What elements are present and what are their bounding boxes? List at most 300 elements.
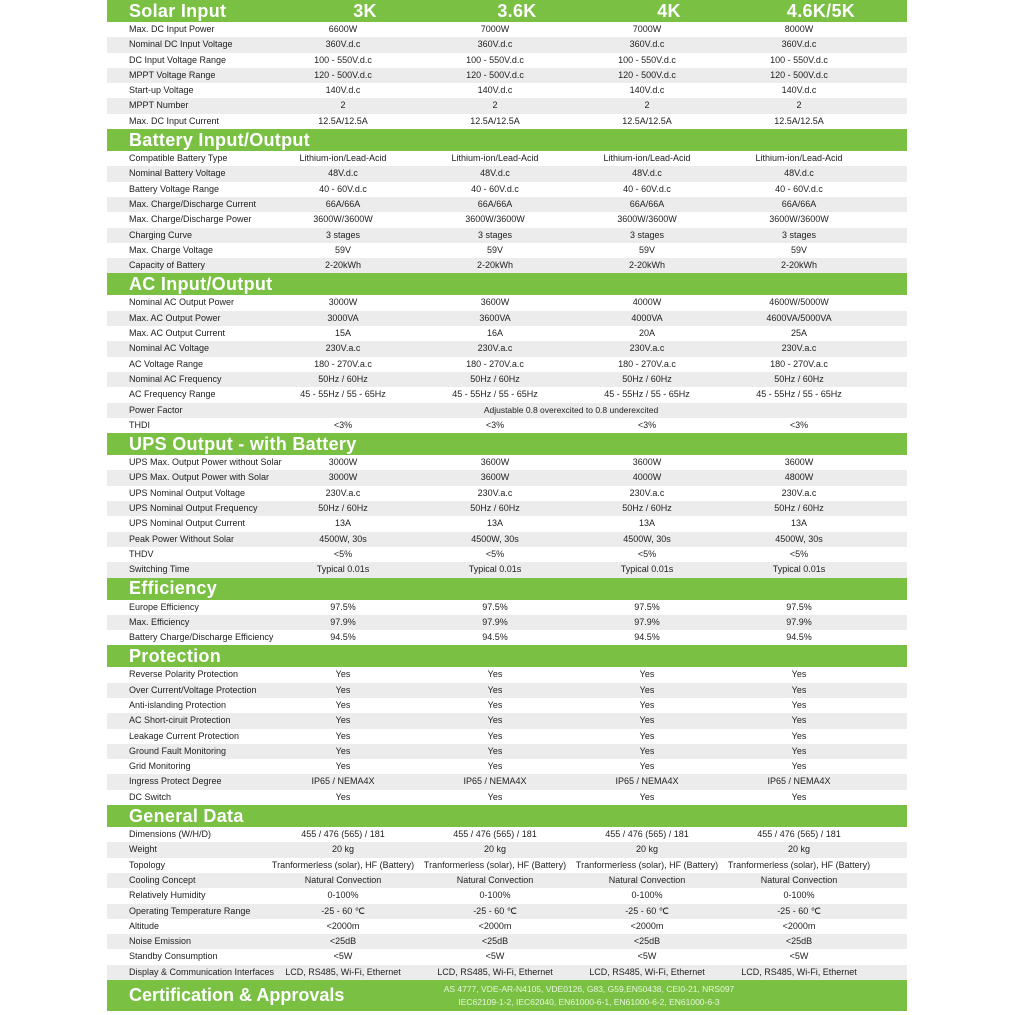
spec-value: 120 - 500V.d.c [466, 69, 524, 80]
spec-row [107, 683, 907, 698]
spec-label-text: Dimensions (W/H/D) [129, 829, 212, 840]
spec-label-text: Battery Voltage Range [129, 183, 220, 194]
spec-row [107, 258, 907, 273]
spec-value: 59V [790, 244, 807, 255]
spec-label [107, 403, 267, 418]
spec-value: 15A [334, 328, 351, 339]
section-title: AC Input/Output [129, 273, 273, 294]
spec-value: 50Hz / 60Hz [318, 373, 368, 384]
spec-value: Yes [487, 791, 503, 802]
spec-label-text: AC Voltage Range [129, 358, 204, 369]
spec-label-text: Reverse Polarity Protection [129, 669, 239, 680]
spec-value: 180 - 270V.a.c [466, 358, 524, 369]
section-header [107, 645, 907, 667]
spec-value: Yes [335, 684, 351, 695]
spec-label-text: Standby Consumption [129, 951, 218, 962]
spec-row [107, 182, 907, 197]
spec-value: Natural Convection [304, 874, 382, 885]
spec-row [107, 888, 907, 903]
spec-value: 13A [638, 518, 655, 529]
spec-value: Yes [335, 745, 351, 756]
spec-label-text: AC Frequency Range [129, 389, 216, 400]
spec-label [107, 341, 267, 356]
section-header [107, 129, 907, 151]
spec-label [107, 729, 267, 744]
spec-value: 3600VA [479, 312, 511, 323]
spec-label [107, 311, 267, 326]
spec-value: Typical 0.01s [772, 564, 826, 575]
spec-value: 48V.d.c [328, 168, 358, 179]
spec-value: <5% [333, 548, 353, 559]
spec-value: <2000m [782, 920, 816, 931]
spec-value: 40 - 60V.d.c [623, 183, 671, 194]
spec-value: Yes [335, 699, 351, 710]
spec-row [107, 151, 907, 166]
spec-label-text: Anti-islanding Protection [129, 699, 227, 710]
spec-value: 50Hz / 60Hz [318, 503, 368, 514]
spec-value: 180 - 270V.a.c [770, 358, 828, 369]
spec-value: 4600VA/5000VA [766, 312, 832, 323]
spec-value: 94.5% [330, 632, 356, 643]
spec-value: <2000m [326, 920, 360, 931]
spec-label-text: Relatively Humidity [129, 890, 206, 901]
spec-section [107, 433, 907, 577]
spec-value: Yes [791, 715, 807, 726]
spec-label [107, 197, 267, 212]
spec-label-text: Nominal AC Frequency [129, 373, 222, 384]
spec-value: 230V.a.c [629, 487, 665, 498]
spec-value: 3000W [328, 297, 358, 308]
spec-row [107, 562, 907, 577]
spec-value: 3600W [480, 457, 510, 468]
spec-value: 16A [486, 328, 503, 339]
spec-label [107, 744, 267, 759]
spec-value: Yes [791, 791, 807, 802]
model-heading: 3.6K [497, 0, 537, 21]
spec-value: 59V [334, 244, 351, 255]
spec-label-text: Nominal AC Voltage [129, 343, 210, 354]
section-rows [107, 151, 907, 273]
spec-label-text: Display & Communication Interfaces [129, 966, 275, 977]
spec-label-text: Max. Charge Voltage [129, 244, 214, 255]
spec-row [107, 98, 907, 113]
spec-label-text: THDI [129, 419, 150, 430]
spec-label-text: THDV [129, 548, 154, 559]
spec-value: 25A [790, 328, 807, 339]
spec-value: 66A/66A [477, 198, 513, 209]
spec-value: 12.5A/12.5A [470, 115, 520, 126]
spec-value: Typical 0.01s [316, 564, 370, 575]
spec-row [107, 790, 907, 805]
spec-value: 3600W/3600W [769, 214, 829, 225]
spec-value: Tranformerless (solar), HF (Battery) [271, 859, 415, 870]
spec-label-text: Nominal Battery Voltage [129, 168, 226, 179]
spec-value: 40 - 60V.d.c [319, 183, 367, 194]
spec-label-text: Noise Emission [129, 936, 192, 947]
spec-row [107, 547, 907, 562]
spec-value: 50Hz / 60Hz [774, 373, 824, 384]
spec-value: 12.5A/12.5A [774, 115, 824, 126]
spec-row [107, 68, 907, 83]
spec-value: 230V.a.c [477, 487, 513, 498]
spec-row [107, 243, 907, 258]
spec-value: 94.5% [786, 632, 812, 643]
spec-value: Natural Convection [456, 874, 534, 885]
spec-value: 120 - 500V.d.c [618, 69, 676, 80]
spec-value: 50Hz / 60Hz [774, 503, 824, 514]
model-heading: 4.6K/5K [786, 0, 856, 21]
model-heading: 4K [657, 0, 681, 21]
spec-row [107, 630, 907, 645]
spec-value: 4500W, 30s [623, 533, 671, 544]
spec-label-text: Topology [129, 859, 166, 870]
spec-label [107, 326, 267, 341]
spec-value: 4000W [632, 472, 662, 483]
spec-value: 59V [486, 244, 503, 255]
spec-value: 97.5% [786, 601, 812, 612]
spec-label [107, 713, 267, 728]
spec-row [107, 166, 907, 181]
model-heading: 3K [353, 0, 377, 21]
spec-row [107, 197, 907, 212]
spec-value: 45 - 55Hz / 55 - 65Hz [452, 389, 538, 400]
spec-value: Typical 0.01s [620, 564, 674, 575]
spec-label [107, 547, 267, 562]
spec-value: 6600W [328, 24, 358, 34]
spec-value: 0-100% [783, 890, 815, 901]
spec-value: Yes [487, 715, 503, 726]
spec-value: 97.9% [634, 616, 660, 627]
spec-value: 97.9% [482, 616, 508, 627]
spec-row [107, 759, 907, 774]
spec-label-text: UPS Nominal Output Current [129, 518, 246, 529]
spec-value: <3% [333, 419, 353, 430]
spec-value: Yes [639, 791, 655, 802]
spec-value: 45 - 55Hz / 55 - 65Hz [300, 389, 386, 400]
spec-row [107, 357, 907, 372]
spec-label-text: Capacity of Battery [129, 260, 206, 271]
spec-value: Yes [639, 684, 655, 695]
spec-value: 66A/66A [629, 198, 665, 209]
spec-value: <25dB [785, 936, 813, 947]
spec-label-text: Europe Efficiency [129, 601, 199, 612]
spec-value: <5W [789, 951, 809, 962]
spec-value: LCD, RS485, Wi-Fi, Ethernet [285, 966, 401, 977]
spec-value: 20 kg [483, 844, 507, 855]
spec-value: IP65 / NEMA4X [311, 776, 375, 787]
spec-value: <3% [789, 419, 809, 430]
section-title: General Data [129, 805, 244, 826]
spec-label [107, 516, 267, 531]
spec-row [107, 729, 907, 744]
spec-row [107, 455, 907, 470]
spec-label [107, 532, 267, 547]
spec-label [107, 615, 267, 630]
spec-label-text: DC Switch [129, 791, 172, 802]
spec-label [107, 842, 267, 857]
spec-value: 94.5% [482, 632, 508, 643]
spec-value: 230V.a.c [781, 343, 817, 354]
spec-value: 48V.d.c [632, 168, 662, 179]
spec-label [107, 295, 267, 310]
spec-row [107, 904, 907, 919]
spec-row [107, 228, 907, 243]
spec-label-text: Cooling Concept [129, 874, 196, 885]
spec-row [107, 842, 907, 857]
spec-label-text: Weight [129, 844, 157, 855]
spec-value: Natural Convection [608, 874, 686, 885]
spec-value: 3600W/3600W [617, 214, 677, 225]
spec-section [107, 578, 907, 646]
spec-row [107, 37, 907, 52]
section-title: Efficiency [129, 578, 218, 598]
spec-value: 100 - 550V.d.c [618, 54, 676, 65]
section-header [107, 273, 907, 295]
spec-label [107, 243, 267, 258]
spec-value: 100 - 550V.d.c [314, 54, 372, 65]
spec-value: 0-100% [479, 890, 511, 901]
spec-label [107, 904, 267, 919]
spec-label [107, 630, 274, 645]
spec-value: <2000m [630, 920, 664, 931]
spec-value: 4500W, 30s [319, 533, 367, 544]
section-title: UPS Output - with Battery [129, 433, 357, 454]
spec-value: 20 kg [787, 844, 811, 855]
spec-value: 3600W [480, 472, 510, 483]
spec-value: 180 - 270V.a.c [618, 358, 676, 369]
spec-row [107, 470, 907, 485]
spec-value: <25dB [633, 936, 661, 947]
spec-label-text: MPPT Number [129, 100, 189, 111]
spec-row [107, 341, 907, 356]
spec-label [107, 470, 270, 485]
spec-value: 66A/66A [325, 198, 361, 209]
spec-value: -25 - 60 ℃ [473, 905, 517, 916]
spec-value: 48V.d.c [480, 168, 510, 179]
spec-value: IP65 / NEMA4X [615, 776, 679, 787]
spec-label-text: Max. Efficiency [129, 616, 190, 627]
spec-value: 2-20kWh [628, 260, 665, 271]
spec-label-text: UPS Max. Output Power with Solar [129, 472, 270, 483]
spec-value: 3600W [480, 297, 510, 308]
spec-value: 13A [486, 518, 503, 529]
spec-value: IP65 / NEMA4X [767, 776, 831, 787]
spec-row [107, 858, 907, 873]
spec-value: 2-20kWh [476, 260, 513, 271]
spec-value: 3000VA [327, 312, 359, 323]
spec-value: <3% [485, 419, 505, 430]
spec-row [107, 698, 907, 713]
spec-value: 140V.d.c [477, 85, 513, 96]
spec-value: 3000W [328, 472, 358, 483]
spec-value: 3600W/3600W [313, 214, 373, 225]
spec-label [107, 790, 267, 805]
spec-value: Tranformerless (solar), HF (Battery) [727, 859, 871, 870]
spec-value: Yes [335, 669, 351, 680]
spec-row [107, 212, 907, 227]
section-header [107, 805, 907, 827]
spec-section [107, 645, 907, 805]
spec-label [107, 357, 267, 372]
spec-value: 230V.a.c [781, 487, 817, 498]
spec-label-text: DC Input Voltage Range [129, 54, 227, 65]
section-rows [107, 827, 907, 980]
spec-value: 12.5A/12.5A [318, 115, 368, 126]
section-rows [107, 295, 907, 433]
spec-label [107, 683, 267, 698]
spec-value: 97.9% [330, 616, 356, 627]
spec-value: 7000W [632, 24, 662, 34]
spec-value: Tranformerless (solar), HF (Battery) [575, 859, 719, 870]
spec-label [107, 53, 267, 68]
spec-value: 140V.d.c [325, 85, 361, 96]
spec-row [107, 532, 907, 547]
spec-label-text: Peak Power Without Solar [129, 533, 235, 544]
section-header [107, 578, 907, 600]
spec-value: 230V.a.c [325, 343, 361, 354]
spec-label [107, 22, 267, 37]
spec-value: Yes [639, 669, 655, 680]
spec-label-text: UPS Nominal Output Frequency [129, 503, 258, 514]
spec-value: 455 / 476 (565) / 181 [301, 829, 385, 840]
spec-label-text: Max. DC Input Power [129, 24, 215, 34]
spec-row [107, 22, 907, 37]
spec-value: <5% [485, 548, 505, 559]
spec-value: 50Hz / 60Hz [470, 503, 520, 514]
spec-label [107, 212, 267, 227]
spec-value: 0-100% [631, 890, 663, 901]
spec-value: Yes [791, 684, 807, 695]
spec-label [107, 486, 267, 501]
spec-value: <3% [637, 419, 657, 430]
spec-label [107, 372, 267, 387]
spec-row [107, 516, 907, 531]
spec-label-text: Battery Charge/Discharge Efficiency [129, 632, 274, 643]
spec-value-span: Adjustable 0.8 overexcited to 0.8 underexcited [483, 404, 659, 415]
section-rows [107, 455, 907, 577]
spec-value: 13A [334, 518, 351, 529]
spec-value: <2000m [478, 920, 512, 931]
section-rows [107, 600, 907, 646]
spec-value: 3600W [784, 457, 814, 468]
spec-value: Yes [639, 699, 655, 710]
spec-sheet [107, 0, 907, 1011]
spec-value: Yes [487, 730, 503, 741]
spec-value: -25 - 60 ℃ [321, 905, 365, 916]
spec-value: Tranformerless (solar), HF (Battery) [423, 859, 567, 870]
spec-value: Yes [791, 669, 807, 680]
spec-label [107, 151, 267, 166]
spec-label-text: AC Short-ciruit Protection [129, 715, 231, 726]
spec-value: 455 / 476 (565) / 181 [605, 829, 689, 840]
spec-label-text: Max. Charge/Discharge Current [129, 198, 257, 209]
section-rows [107, 667, 907, 805]
spec-row [107, 501, 907, 516]
spec-label [107, 562, 267, 577]
spec-value: 4000W [632, 297, 662, 308]
spec-row [107, 311, 907, 326]
spec-label [107, 501, 267, 516]
spec-value: IP65 / NEMA4X [463, 776, 527, 787]
spec-value: Yes [791, 730, 807, 741]
spec-row [107, 713, 907, 728]
spec-label [107, 455, 282, 470]
spec-label-text: Leakage Current Protection [129, 730, 240, 741]
spec-value: Yes [791, 699, 807, 710]
spec-value: 4600W/5000W [769, 297, 829, 308]
spec-label [107, 949, 267, 964]
spec-value: 2 [796, 100, 802, 111]
spec-label [107, 166, 267, 181]
spec-value: 50Hz / 60Hz [470, 373, 520, 384]
spec-value: Lithium-ion/Lead-Acid [299, 153, 387, 164]
spec-value: 2 [644, 100, 650, 111]
spec-row [107, 965, 907, 980]
spec-label-text: Power Factor [129, 404, 183, 415]
spec-label-text: Over Current/Voltage Protection [129, 684, 257, 695]
spec-label [107, 667, 267, 682]
spec-value: 360V.d.c [629, 39, 665, 50]
spec-label [107, 228, 267, 243]
spec-label-text: Altitude [129, 920, 160, 931]
spec-row [107, 600, 907, 615]
spec-label-text: Switching Time [129, 564, 190, 575]
spec-row [107, 387, 907, 402]
spec-value: 100 - 550V.d.c [466, 54, 524, 65]
spec-label [107, 258, 267, 273]
spec-label-text: Ingress Protect Degree [129, 776, 222, 787]
spec-value: 230V.a.c [477, 343, 513, 354]
spec-label [107, 83, 267, 98]
spec-value: 48V.d.c [784, 168, 814, 179]
spec-value: 455 / 476 (565) / 181 [453, 829, 537, 840]
spec-value: 8000W [784, 24, 814, 34]
spec-value: 120 - 500V.d.c [770, 69, 828, 80]
spec-value: Yes [487, 761, 503, 772]
spec-row [107, 403, 907, 418]
spec-value: Yes [639, 761, 655, 772]
spec-value: 4800W [784, 472, 814, 483]
spec-value: 140V.d.c [781, 85, 817, 96]
spec-label-text: Start-up Voltage [129, 85, 194, 96]
spec-value: LCD, RS485, Wi-Fi, Ethernet [741, 966, 857, 977]
section-title: Battery Input/Output [129, 129, 310, 150]
section-title: Solar Input [129, 0, 227, 21]
spec-row [107, 949, 907, 964]
spec-value: 230V.a.c [325, 487, 361, 498]
spec-value: 360V.d.c [781, 39, 817, 50]
spec-value: Yes [639, 715, 655, 726]
spec-value: 180 - 270V.a.c [314, 358, 372, 369]
spec-value: Typical 0.01s [468, 564, 522, 575]
spec-value: LCD, RS485, Wi-Fi, Ethernet [589, 966, 705, 977]
spec-row [107, 934, 907, 949]
spec-row [107, 919, 907, 934]
certification-text [419, 983, 759, 1009]
spec-row [107, 615, 907, 630]
spec-value: 94.5% [634, 632, 660, 643]
spec-label-text: Max. AC Output Power [129, 312, 221, 323]
spec-value: 140V.d.c [629, 85, 665, 96]
spec-label-text: Charging Curve [129, 229, 193, 240]
spec-row [107, 83, 907, 98]
spec-value: LCD, RS485, Wi-Fi, Ethernet [437, 966, 553, 977]
spec-value: Lithium-ion/Lead-Acid [603, 153, 691, 164]
spec-value: <5W [333, 951, 353, 962]
spec-label [107, 68, 267, 83]
spec-value: Yes [639, 745, 655, 756]
spec-value: 40 - 60V.d.c [471, 183, 519, 194]
